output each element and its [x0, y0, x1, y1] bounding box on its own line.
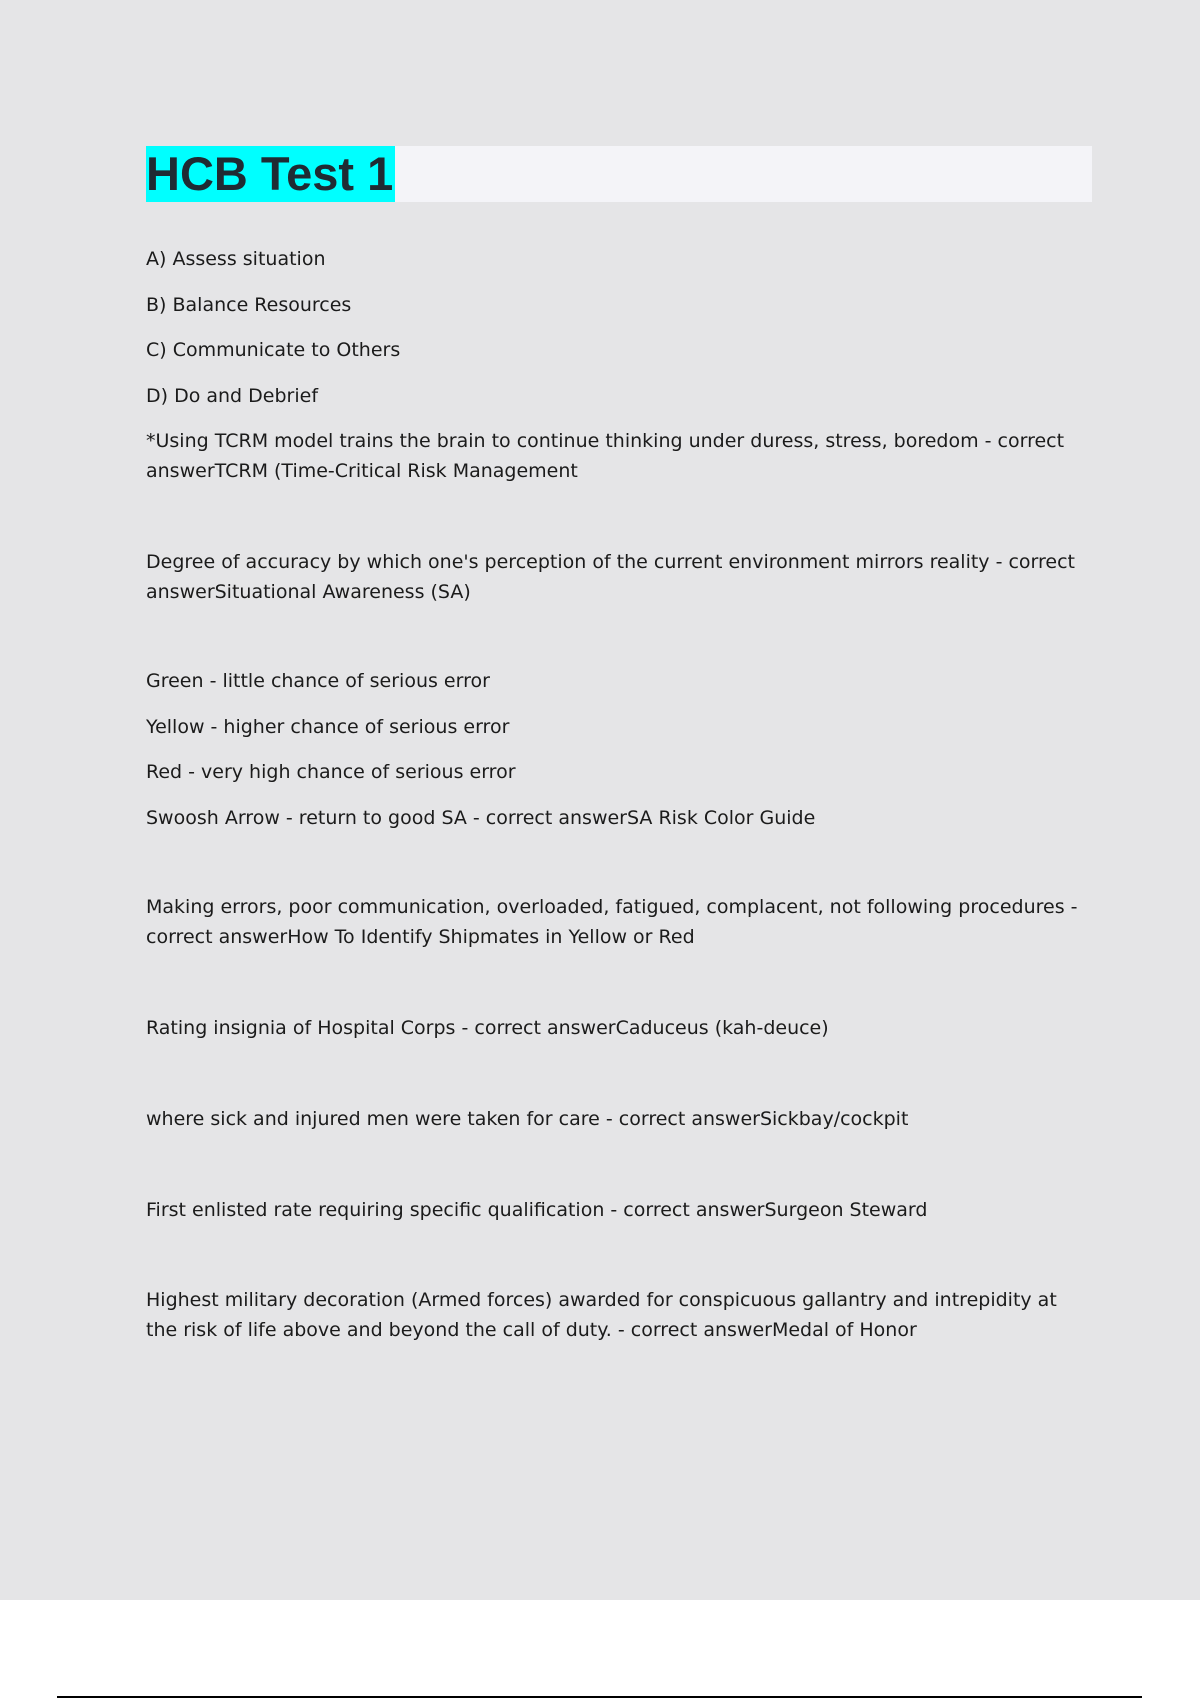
- flashcard-item: Degree of accuracy by which one's perception of the current environment mirrors reality - correct answerSituational Awareness (SA): [146, 551, 1076, 603]
- answer-line: Yellow - higher chance of serious error: [146, 716, 510, 738]
- flashcard-item: Swoosh Arrow - return to good SA - correct answerSA Risk Color Guide: [146, 807, 816, 829]
- document-title: HCB Test 1: [146, 147, 394, 200]
- answer-line: Red - very high chance of serious error: [146, 761, 516, 783]
- flashcard-item: First enlisted rate requiring specific qualification - correct answerSurgeon Steward: [146, 1199, 928, 1221]
- flashcard-item: Rating insignia of Hospital Corps - correct answerCaduceus (kah-deuce): [146, 1017, 829, 1039]
- answer-line: Green - little chance of serious error: [146, 670, 490, 692]
- answer-line: D) Do and Debrief: [146, 385, 319, 407]
- flashcard-item: Making errors, poor communication, overloaded, fatigued, complacent, not following procedures - correct answerHow To Identify Shipmates in Yellow or Red: [146, 896, 1078, 948]
- answer-line: A) Assess situation: [146, 248, 326, 270]
- answer-line: B) Balance Resources: [146, 294, 352, 316]
- answer-line: C) Communicate to Others: [146, 339, 401, 361]
- footer-rule: [57, 1696, 1142, 1698]
- flashcard-item: *Using TCRM model trains the brain to continue thinking under duress, stress, boredom - correct answerTCRM (Time-Critical Risk Management: [146, 430, 1065, 482]
- flashcard-item: where sick and injured men were taken for care - correct answerSickbay/cockpit: [146, 1108, 909, 1130]
- flashcard-item: Highest military decoration (Armed forces) awarded for conspicuous gallantry and intrepidity at the risk of life above and beyond the call of duty. - correct answerMedal of Honor: [146, 1289, 1057, 1341]
